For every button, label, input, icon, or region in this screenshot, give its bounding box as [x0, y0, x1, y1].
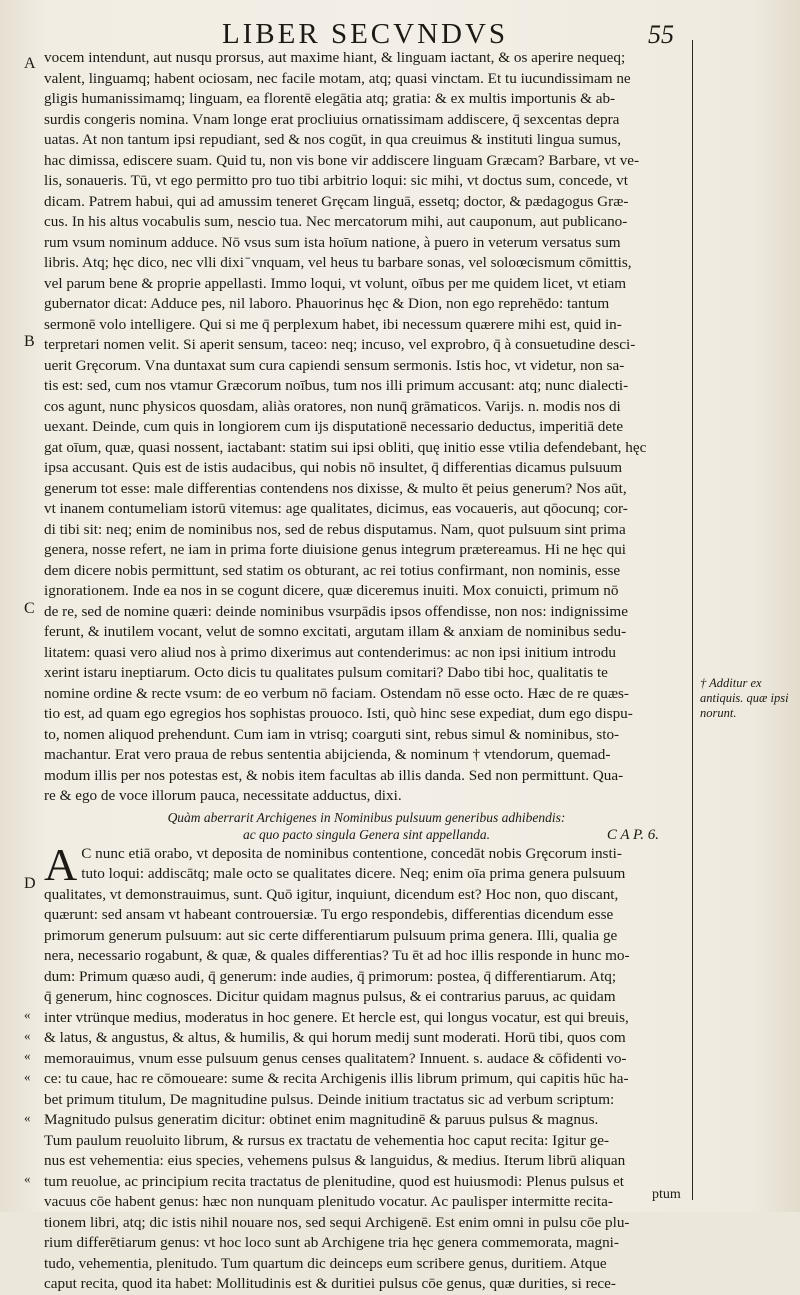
text-line: ipsa accusant. Quis est de istis audacibus, qui nobis nō insultet, q̄ differentias dicamus pulsuum [44, 459, 623, 476]
text-line: rum vsum nominum adduce. Nō vsus sum ista hoīum natione, à puero in veterum versatus sum [44, 233, 621, 251]
text-line: sermonē volo intelligere. Qui si me q̄ perplexum habet, ibi necessum quærere mihi est, quid in- [44, 315, 622, 333]
chapter-title-second-line: ac quo pacto singula Genera sint appellanda. [242, 826, 491, 842]
text-line: ferunt, & inutilem vocant, velut de somno excitati, argutam illam & anxiam de nominibus sedu- [44, 623, 627, 640]
text-line: ce: tu caue, hac re cōmoueare: sume & recita Archigenis illis librum primum, qui capitis hūc ha- [44, 1070, 629, 1087]
quote-mark: « [24, 1171, 30, 1186]
text-line: valent, linguamq; habent ociosam, nec facile motam, atq; quasi vinctam. Et tu iucundissimam ne [44, 69, 631, 87]
section-marker-a: A [24, 55, 36, 72]
text-line: hac dimissa, ediscere suam. Quid tu, non vis bone vir addiscere linguam Græcam? Barbare, vt ve- [44, 151, 640, 169]
text-line: caput recita, quod ita habet: Mollitudinis est & duritiei pulsus cōe genus, quæ durities, si rece- [44, 1275, 616, 1292]
chapter-title: Quàm aberrarit Archigenes in Nominibus pulsuum generibus adhibendis: [167, 809, 566, 825]
text-line: q̄ generum, hinc cognosces. Dicitur quidam magnus pulsus, & ei contrarius paruus, ac quidam [44, 988, 616, 1005]
text-line: nomine ordine & recte vsum: de eo verbum nō faciam. Ostendam nō esse octo. Hæc de re quæs- [44, 684, 629, 702]
paragraph-2 [44, 838, 689, 1295]
chapter-title-line [44, 826, 689, 844]
text-line: primorum generum pulsuum: aut sic certe differentiarum pulsuum prima genera. Illi, qualia ge [44, 926, 618, 944]
text-line: litatem: quasi vero aliud nos à primo dixerimus aut contenderimus: ac non ipsi initium introdu [44, 643, 616, 661]
text-line: vacuus cōe habent genus: hæc non nunquam plenitudo vocatur. Ac paulisper intermitte recita- [44, 1193, 613, 1210]
text-line: qualitates, vt demonstrauimus, sunt. Quō igitur, inquiunt, dicendum est? Hoc non, quo discant, [44, 885, 619, 903]
section-marker-b: B [24, 333, 35, 350]
text-line: cus. In his altus vocabulis sum, nescio tua. Nec mercatorum mihi, aut cauponum, aut publicano- [44, 213, 628, 230]
chapter-label: C A P. 6. [606, 826, 659, 843]
text-line: tio est, ad quam ego egregios hos sophistas prouoco. Isti, quò hinc sese expediat, dum ego dispu- [44, 705, 633, 722]
text-line: tudo, vehementia, plenitudo. Tum quartum dic deinceps eum scribere genus, duritiem. Atque [44, 1254, 607, 1272]
text-line: uerit Gręcorum. Vna duntaxat sum cura capiendi sensum sermonis. Istis hoc, vt videtur, non sa- [44, 356, 625, 374]
text-line: genera, nosse refert, ne iam in prima forte diuisione genus integrum prætereamus. Hi ne hęc qui [44, 541, 627, 558]
main-text [44, 48, 689, 1295]
text-line: re & ego de voce illorum pauca, necessitate adductus, dixi. [44, 787, 402, 804]
page-number: 55 [648, 20, 674, 49]
text-line: to, nomen aliquod prehendunt. Cum iam in vtrisq; coarguti sint, rebus simul & nominibus, sto- [44, 725, 620, 743]
text-line: Tum paulum reuoluito librum, & rursus ex tractatu de vehementia hoc caput recita: Igitur ge- [44, 1131, 610, 1149]
text-line: cos agunt, nunc physicos quosdam, aliàs oratores, non nunq̄ grāmaticos. Varijs. n. modis nos di [44, 397, 621, 415]
text-line: gligis humanissimamq; linguam, ea florentē elegātia atq; gratia: & ex multis importunis & ab- [44, 90, 616, 107]
quote-mark: « [24, 1007, 30, 1022]
text-line: quærunt: sed ansam vt habeant controuersiæ. Tu ergo respondebis, differentias dicendum esse [44, 906, 614, 923]
text-line: dicam. Patrem habui, qui ad amussim teneret Gręcam linguā, essetq; doctor, & pædagogus Græ- [44, 192, 629, 210]
paragraph-1 [44, 48, 689, 807]
quote-mark: « [24, 1069, 30, 1084]
text-line: tionem libri, atq; dic istis nihil nouare nos, sed sequi Archigenē. Est enim omni in pulsu cōe plu- [44, 1213, 630, 1231]
text-line: C nunc etiā orabo, vt deposita de nominibus contentione, concedāt nobis Gręcorum insti- [81, 844, 622, 862]
drop-cap: A [44, 838, 78, 890]
text-line: nera, necessario rogabunt, & quæ, & quales differentias? Tu ēt ad hoc illis responde in hunc mo- [44, 947, 630, 964]
text-line: terpretari nomen velit. Si aperit sensum, taceo: neq; incuso, vel exprobro, q̄ à consuetudine desci- [44, 336, 636, 353]
text-line: vt inanem contumeliam istorū vitemus: age qualitates, dicimus, eas vocaueris, aut qōocunq; cor- [44, 500, 628, 517]
text-line: xerint istaru ineptiarum. Octo dicis tu qualitates pulsum comitari? Dabo tibi hoc, qualitatis te [44, 664, 608, 681]
text-line: & latus, & angustus, & altus, & humilis, & qui horum medij sunt moderati. Horū tibi, quos com [44, 1029, 626, 1046]
text-line: vel parum bene & proprie appellasti. Immo loqui, vt volunt, oībus per me quidem licet, vt etiam [44, 274, 627, 292]
text-line: uatas. At non tantum ipsi repudiant, sed & nos cogūt, in qua creuimus & instituti lingua sumus, [44, 131, 622, 148]
text-line: bet primum titulum, De magnitudine pulsus. Deinde initium tractatus sic ad verbum scriptum: [44, 1090, 615, 1108]
running-head: LIBER SECVNDVS [221, 18, 509, 50]
text-line: rium differētiarum genus: vt hoc loco sunt ab Archigene tria hęc genera commemorata, magni- [44, 1234, 619, 1251]
text-line: Magnitudo pulsus generatim dicitur: obtinet enim magnitudinē & paruus pulsus & magnus. [44, 1111, 599, 1128]
text-line: lis, sonaueris. Tū, vt ego permitto pro tuo tibi arbitrio loqui: sic mihi, vt doctus sum, concede, vt [44, 172, 628, 189]
text-line: vocem intendunt, aut nusqu prorsus, aut maxime hiant, & linguam iactant, & os aperire nequeq; [44, 49, 626, 66]
margin-note: † Additur ex antiquis. quæ ipsi norunt. [700, 676, 789, 720]
text-line: gubernator dicat: Adduce pes, nil laboro. Phauorinus hęc & Dion, non ego reprehēdo: tantum [44, 295, 610, 312]
quote-mark: « [24, 1028, 30, 1043]
quote-mark: « [24, 1048, 30, 1063]
text-line: tum reuolue, ac principium recita tractatus de plenitudine, quod est huiusmodi: Plenus pulsus et [44, 1172, 624, 1190]
text-line: de re, sed de nomine quæri: deinde nominibus vsurpādis ipsos offendisse, non nos: indignissime [44, 602, 628, 620]
text-line: memorauimus, vnum esse pulsuum genus censes qualitatem? Innuent. s. audace & cōfidenti vo- [44, 1049, 627, 1067]
text-line: generum tot esse: male differentias contendens nos dixisse, & multo ēt peius generum? Nos aūt, [44, 479, 627, 497]
text-line: tis est: sed, cum nos vtamur Græcorum noībus, tum nos illi primum accusant: atq; nunc dialecti- [44, 377, 629, 394]
text-line: di tibi sit: neq; enim de nominibus nos, sed de rebus disputamus. Nam, quot pulsuum sint prima [44, 520, 626, 538]
text-line: inter vtrünque medius, moderatus in hoc genere. Et hercle est, qui longus vocatur, est qui breuis, [44, 1008, 629, 1026]
text-line: dum: Primum quæso audi, q̄ generum: inde audies, q̄ primorum: postea, q̄ differentiarum. Atq; [44, 967, 617, 985]
text-line: libris. Atq; hęc dico, nec vlli dixi ̄ vnquam, vel heus tu barbare sonas, vel soloœcismum cōmittis, [44, 254, 632, 271]
text-line: nus est vehementia: eius species, vehemens pulsus & languidus, & medius. Iterum librū aliquan [44, 1152, 626, 1169]
text-line: machantur. Erat vero praua de rebus sententia abijcienda, & nominum † vtendorum, quemad- [44, 746, 611, 763]
text-line: dem dicere nobis permittunt, sed statim os obturant, ac rei totius confirmant, non nominis, esse [44, 561, 621, 579]
section-marker-d: D [24, 875, 36, 892]
section-marker-c: C [24, 600, 35, 617]
text-line: tuto loqui: addiscātq; male octo se qualitates dicere. Neq; enim oīa prima genera pulsuum [81, 865, 626, 882]
quote-mark: « [24, 1110, 30, 1125]
right-margin-rule [692, 40, 693, 1200]
text-line: modum illis per nos potestas est, & nobis item facultas ab illis danda. Sed non permittunt. Qua- [44, 766, 624, 784]
text-line: ignorationem. Inde ea nos in se cogunt dicere, quæ diceremus inuiti. Mox conuicti, primum nō [44, 582, 619, 599]
text-line: surdis congeris nomina. Vnam longe erat procliuius ornatissimam addiscere, q̄ sexcentas depra [44, 110, 620, 128]
text-line: gat oīum, quæ, quasi nossent, iactabant: statim sui ipsi obliti, quę initio esse vtilia defendebant, hęc [44, 438, 647, 456]
catchword: ptum [652, 1187, 681, 1202]
text-line: uexant. Deinde, cum quis in longiorem cum ijs disputationē necessario deductus, imperitiā dete [44, 418, 624, 435]
